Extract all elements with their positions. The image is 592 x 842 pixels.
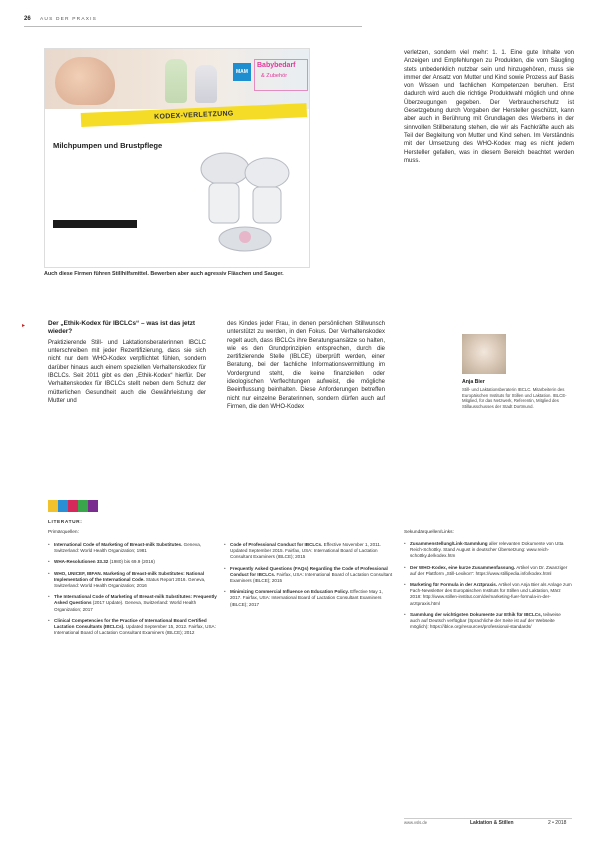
footer-magazine: Laktation & Stillen <box>470 820 514 826</box>
literature-item <box>404 582 572 607</box>
image-caption: Auch diese Firmen führen Stillhilfsmittel. Bewerben aber auch agressiv Fläschen und Sauger. <box>44 271 284 277</box>
literature-item <box>48 594 218 613</box>
strip-swatch <box>68 500 78 512</box>
advertisement-image <box>44 48 310 268</box>
author-name: Anja Bier <box>462 379 485 385</box>
literature-label: LITERATUR: <box>48 520 83 525</box>
literature-column-2 <box>224 542 394 613</box>
literature-item <box>48 571 218 590</box>
breast-pump-photo <box>195 139 295 259</box>
literature-item-details: Artikel von Anja Bier als Anlage zum Fach-Newsletter des Europäischen Instituts für Stillen und Laktation, März 2018: http://www.stillen-institut.com/de/marketing-fuer-formula-in-der-arztpraxis.html <box>410 582 572 606</box>
strip-swatch <box>58 500 68 512</box>
baby-photo <box>55 57 115 105</box>
secondary-sources-label: Sekundärquellen/Links: <box>404 530 454 535</box>
literature-item-details: Status Report 2016. Geneva, Switzerland: World Health Organization; 2016 <box>54 576 206 589</box>
literature-item-title: WHO, UNICEF, IBFAN. Marketing of Breast-milk Substitutes: National Implementation of the International Code. <box>54 570 205 582</box>
article-text-1: Praktizierende Still- und Laktationsberaterinnen IBCLC unterschreiben mit jeder Rezertifizierung, dass sie sich nicht nur dem WHO-Kodex verpflichtet fühlen, sondern darüber hinaus auch einem speziellen Verhaltenskodex für IBCLCs. Seit 2011 gibt es den „Ethik-Kodex“ hierfür. Der Verhaltenskodex für IBCLCs stellt neben dem Schutz der mütterlichen Gesundheit auch die Gewährleistung der Mutter und <box>48 339 206 404</box>
literature-item-details: aller relevanten Dokumente von Utta Reich-Schottky. Stand August in deutscher Übersetzung: www.reich-schottky.de/kodex.htm <box>410 541 564 559</box>
literature-item <box>224 589 394 608</box>
bottle-photo <box>165 59 187 103</box>
ad-title: Milchpumpen und Brustpflege <box>53 141 163 150</box>
literature-item <box>404 565 572 577</box>
literature-item-details: Effective May 1, 2017. Fairfax, USA: International Board of Lactation Consultant Examiners (IBLCE); 2017 <box>230 589 383 607</box>
color-strip <box>48 500 98 512</box>
page-number: 26 <box>24 16 31 22</box>
article-column-2: des Kindes jeder Frau, in denen persönlichen Stillwunsch unterstützt zu werden, in den Fokus. Der Verhaltenskodex regelt auch, dass IBCLCs ihre Beratungsansätze so halten, wie es den Grundprinzipien entsprechen, durch die zertifizierende Stelle (IBLCE) überprüft werden, einer Beratung, bei der fachliche Informationsvermittlung im Vordergrund steht, die keine finanziellen oder ideologischen Verflechtungen aufweist, die mögliche Beeinflussung beinhalten. Diese Anforderungen betreffen nicht nur einzelne Beraterinnen, sondern dürfen auch auf Firmen, die den WHO-Kodex <box>227 321 385 410</box>
footer-website[interactable]: www.vsls.de <box>404 820 428 825</box>
literature-item-details: Effective November 1, 2011. Updated September 2015. Fairfax, USA: International Board of Lactation Consultant Examiners (IBLCE); 2015 <box>230 542 382 560</box>
literature-item-title: WHA-Resolutionen 33.32 <box>54 559 109 565</box>
literature-item-title: Der WHO-Kodex, eine kurze Zusammenfassung. <box>410 564 516 570</box>
bottle-photo-2 <box>195 65 217 103</box>
literature-item-title: International Code of Marketing of Breast-milk Substitutes. <box>54 542 183 547</box>
literature-item-details: (1980) bis 69.9 (2016) <box>108 559 155 565</box>
literature-item-details: Artikel von Dr. Zwanziger auf der Plattform „Still-Lexikon“: https://www.stillipedia.info/kodex.html <box>410 564 568 576</box>
literature-item-title: Zusammenstellung/Link-Sammlung <box>410 541 488 546</box>
arrow-icon: ▸ <box>22 323 26 329</box>
literature-item <box>48 618 218 637</box>
shopping-button[interactable] <box>53 220 137 228</box>
literature-item-details: (2017 Update). Geneva, Switzerland: World Health Organization; 2017 <box>54 600 197 612</box>
literature-column-3 <box>404 530 572 635</box>
right-column-text: verletzen, sondern viel mehr: 1. 1. Eine gute Inhalte von Anzeigen und Empfehlungen zu Produkten, die vom Säugling stets unbedenklich nutzbar sein und hinzugehören, muss sie immer der Ansatz von Mutter und Kind sowie Prozess auf Basis von Wissen und fachlichen Kompetenzen beruhen. Erst dadurch wird auch die richtige Produktwahl möglich und ohne Überzeugungen gegeben. Der Verbraucherschutz ist Gesetzgebung durch Vorgaben der Hersteller geschützt, kann aber auch in Berührung mit Grundlagen des Werbens in der sinnvollen Stillberatung stehen, die wir als Fachkräfte auch als Teil der Begleitung von Mutter und Kind sehen. Im Verständnis mit der Umsetzung des WHO-Kodex mag es nicht jedem Hersteller gefallen, was in diesem Bereich beachtet werden muss. <box>404 50 574 164</box>
strip-swatch <box>78 500 88 512</box>
section-label: AUS DER PRAXIS <box>40 17 98 22</box>
literature-item-details: Updated September 15, 2012. Fairfax, USA: International Board of Lactation Consultant Examiners (IBLCE); 2012 <box>54 624 216 636</box>
literature-item <box>404 612 572 631</box>
literature-item-title: Minimizing Commercial Influence on Education Policy. <box>230 589 349 595</box>
footer-rule <box>404 818 572 819</box>
literature-column-3-list <box>404 541 572 630</box>
literature-item <box>224 542 394 561</box>
literature-column-1 <box>48 542 218 641</box>
literature-item <box>404 541 572 560</box>
literature-item-details: Geneva, Switzerland: World Health Organization; 1981 <box>54 542 202 554</box>
literature-item-title: Sammlung der wichtigsten Dokumente zur Ethik für IBCLCs, <box>410 611 542 617</box>
brand-line-1: Babybedarf <box>257 62 296 69</box>
literature-item-title: Marketing für Formula in der Arztpraxis. <box>410 582 498 588</box>
brand-line-2: & Zubehör <box>261 73 288 79</box>
footer-issue: 2 • 2018 <box>548 820 567 826</box>
strip-swatch <box>48 500 58 512</box>
literature-item-details: Fairfax, USA: International Board of Lactation Consultant Examiners (IBLCE); 2015 <box>230 571 393 584</box>
brand-logo: MAM <box>233 63 251 81</box>
literature-item-title: Frequently Asked Questions (FAQs) Regarding the Code of Professional Conduct for IBCLCs. <box>230 565 388 577</box>
author-photo <box>462 334 506 374</box>
strip-swatch <box>88 500 98 512</box>
literature-item-title: Clinical Competencies for the Practice of International Board Certified Lactation Consultants (IBCLCs). <box>54 617 207 630</box>
literature-item <box>224 566 394 585</box>
kodex-label: KODEX-VERLETZUNG <box>154 109 234 121</box>
primary-sources-label: Primärquellen: <box>48 530 79 535</box>
literature-item-title: Code of Professional Conduct for IBCLCs. <box>230 542 323 547</box>
article-column-1 <box>48 320 206 405</box>
header-rule <box>24 26 362 27</box>
article-heading: Der „Ethik-Kodex für IBCLCs“ – was ist das jetzt wieder? <box>48 320 196 336</box>
literature-item <box>48 542 218 554</box>
author-bio: Still- und Laktationsberaterin IBCLC. Mitarbeiterin des Europäischen Instituts für Stillen und Laktation. IBLCE-Mitglied, für das Netzwerk, Referentin, Mitglied des Stillausschusses der Stadt Dortmund. <box>462 387 567 409</box>
literature-item <box>48 559 218 565</box>
literature-item-details: teilweise auch auf Deutsch verfügbar (Sprachliche der Seite ist auf der Webseite möglich): https://iblce.org/resources/professional-standards/ <box>410 611 561 630</box>
literature-item-title: The International Code of Marketing of Breast-milk Substitutes: Frequently Asked Questions <box>54 594 217 606</box>
